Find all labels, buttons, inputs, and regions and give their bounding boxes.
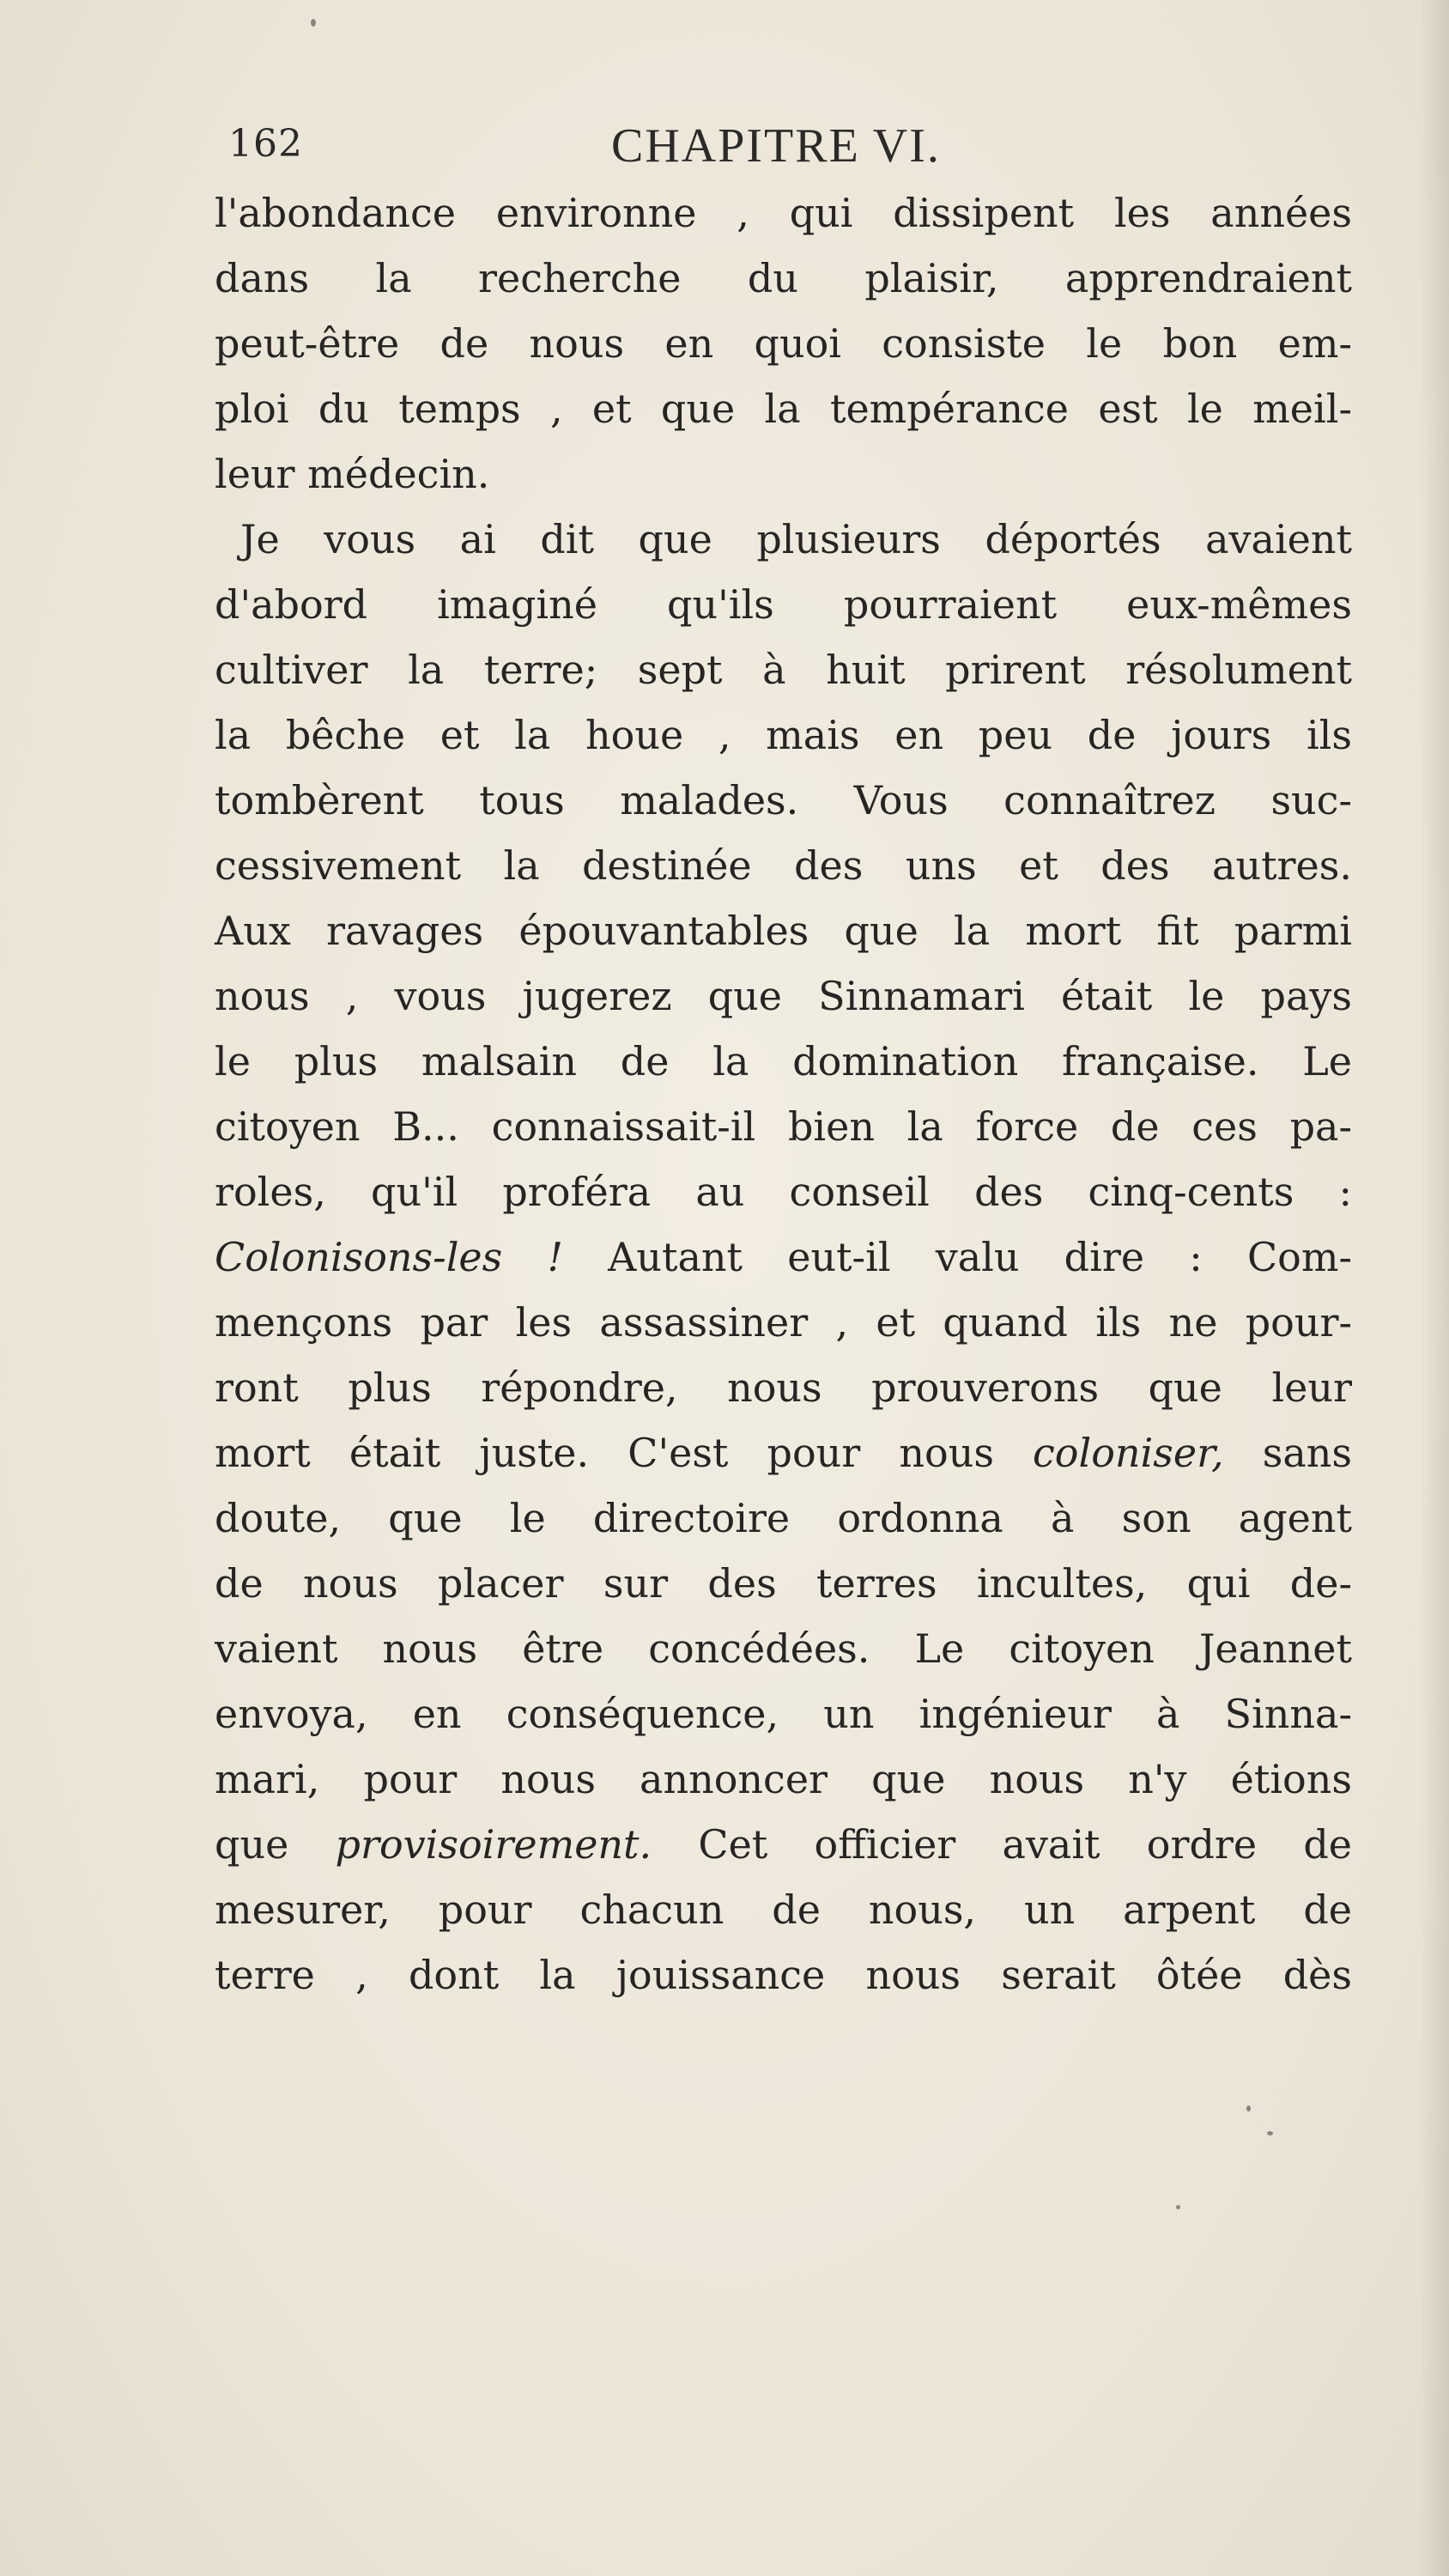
italic-quote: Colonisons-les ! bbox=[215, 1234, 563, 1280]
italic-word: provisoirement. bbox=[335, 1821, 652, 1868]
text-line: le plus malsain de la domination française. Le bbox=[215, 1038, 1352, 1084]
text-line: cultiver la terre; sept à huit prirent résolument bbox=[215, 647, 1352, 693]
paragraph-start-line: Je vous ai dit que plusieurs déportés avaient bbox=[240, 516, 1352, 562]
text-span: Cet officier avait ordre de bbox=[652, 1821, 1352, 1868]
text-line: doute, que le directoire ordonna à son agent bbox=[215, 1495, 1352, 1541]
text-line: Aux ravages épouvantables que la mort fit parmi bbox=[215, 908, 1352, 954]
italic-word: coloniser, bbox=[1033, 1430, 1224, 1476]
text-span: mort était juste. C'est pour nous bbox=[215, 1430, 1034, 1476]
paper-speck bbox=[311, 19, 316, 27]
paper-speck bbox=[1267, 2131, 1273, 2136]
text-line: de nous placer sur des terres incultes, qui de- bbox=[215, 1560, 1352, 1607]
text-line: nous , vous jugerez que Sinnamari était le pays bbox=[215, 973, 1352, 1019]
text-line: leur médecin. bbox=[215, 451, 490, 497]
running-head: CHAPITRE VI. bbox=[611, 119, 941, 173]
page-number: 162 bbox=[228, 122, 303, 166]
text-line: ploi du temps , et que la tempérance est le meil- bbox=[215, 386, 1352, 432]
text-line: vaient nous être concédées. Le citoyen Jeannet bbox=[215, 1625, 1352, 1672]
text-line: citoyen B... connaissait-il bien la force de ces pa- bbox=[215, 1103, 1352, 1150]
text-line: peut-être de nous en quoi consiste le bon em- bbox=[215, 320, 1352, 367]
text-line: tombèrent tous malades. Vous connaîtrez suc- bbox=[215, 777, 1352, 823]
body-text bbox=[215, 180, 1352, 2008]
text-line: dans la recherche du plaisir, apprendraient bbox=[215, 255, 1352, 301]
text-line: l'abondance environne , qui dissipent les années bbox=[215, 190, 1352, 236]
text-line-with-italic bbox=[215, 1420, 1352, 1485]
text-line: mari, pour nous annoncer que nous n'y étions bbox=[215, 1756, 1352, 1802]
text-span: Autant eut-il valu dire : Com- bbox=[562, 1234, 1353, 1280]
text-span: que bbox=[215, 1821, 336, 1868]
text-line: envoya, en conséquence, un ingénieur à Sinna- bbox=[215, 1691, 1352, 1737]
text-line: d'abord imaginé qu'ils pourraient eux-mêmes bbox=[215, 581, 1352, 628]
text-line: terre , dont la jouissance nous serait ôtée dès bbox=[215, 1952, 1352, 1998]
text-line-with-italic bbox=[215, 1812, 1352, 1877]
paper-speck bbox=[1246, 2105, 1251, 2111]
text-span: sans bbox=[1223, 1430, 1353, 1476]
paper-speck bbox=[1176, 2205, 1180, 2209]
text-line: cessivement la destinée des uns et des autres. bbox=[215, 842, 1352, 889]
text-line-with-italic bbox=[215, 1224, 1352, 1290]
text-line: ront plus répondre, nous prouverons que leur bbox=[215, 1364, 1352, 1411]
text-line: mençons par les assassiner , et quand ils ne pour- bbox=[215, 1299, 1352, 1346]
text-line: mesurer, pour chacun de nous, un arpent de bbox=[215, 1886, 1352, 1933]
text-line: la bêche et la houe , mais en peu de jours ils bbox=[215, 712, 1352, 758]
page-edge-shadow bbox=[1420, 0, 1449, 2576]
page-header bbox=[0, 118, 1449, 179]
text-line: roles, qu'il proféra au conseil des cinq-cents : bbox=[215, 1169, 1352, 1215]
